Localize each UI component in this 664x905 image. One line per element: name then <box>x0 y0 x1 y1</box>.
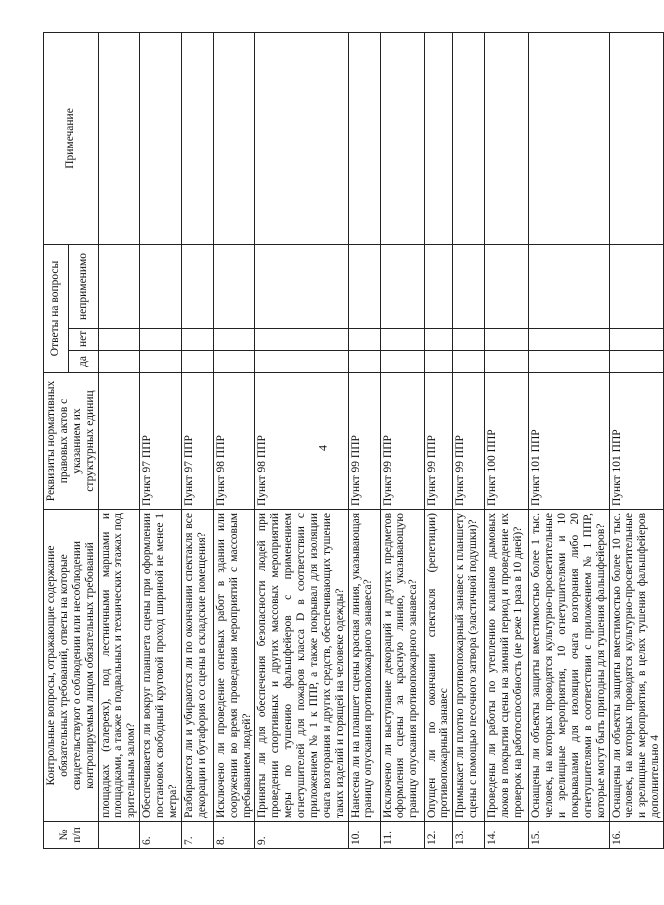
row-na <box>213 244 255 328</box>
row-na <box>98 244 140 328</box>
table-row <box>140 32 182 848</box>
row-ref <box>98 373 140 510</box>
header-yes: да <box>68 351 98 373</box>
table-row <box>424 32 453 848</box>
row-ref: Пункт 99 ППР <box>424 373 453 510</box>
row-num: 8. <box>213 822 255 849</box>
table-row <box>213 32 255 848</box>
row-na <box>255 244 348 328</box>
row-num: 13. <box>453 822 485 849</box>
row-na <box>140 244 182 328</box>
row-no <box>424 329 453 351</box>
row-note <box>453 32 485 244</box>
table-row <box>529 32 609 848</box>
row-yes <box>213 351 255 373</box>
table-header-row <box>44 32 69 848</box>
row-ref: Пункт 99 ППР <box>380 373 424 510</box>
row-note <box>348 32 380 244</box>
page-number: 4 <box>315 445 330 451</box>
row-no <box>348 329 380 351</box>
row-no <box>380 329 424 351</box>
row-note <box>380 32 424 244</box>
row-yes <box>181 351 213 373</box>
checklist-table <box>43 32 664 849</box>
row-ref: Пункт 101 ППР <box>609 373 664 510</box>
row-no <box>98 329 140 351</box>
row-ref: Пункт 98 ППР <box>213 373 255 510</box>
header-num: № п/п <box>44 822 99 849</box>
row-question: Оснащены ли объекты защиты вместимостью более 10 тыс. человек, на которых проводятся культурно-просветительные и зрелищные мероприятия, в целях тушения фальшфейеров дополнительно 4 <box>609 510 664 822</box>
row-note <box>140 32 182 244</box>
table-row <box>485 32 529 848</box>
row-na <box>380 244 424 328</box>
table-row <box>98 32 140 848</box>
header-note: Примечание <box>44 32 99 244</box>
row-num: 9. <box>255 822 348 849</box>
row-num: 6. <box>140 822 182 849</box>
row-note <box>529 32 609 244</box>
row-no <box>140 329 182 351</box>
header-requisites: Реквизиты нормативных правовых актов с указанием их структурных единиц <box>44 373 99 510</box>
row-num: 12. <box>424 822 453 849</box>
table-row <box>348 32 380 848</box>
row-note <box>213 32 255 244</box>
table-row <box>255 32 348 848</box>
row-question: Опущен ли по окончании спектакля (репетиции) противопожарный занавес <box>424 510 453 822</box>
row-no <box>213 329 255 351</box>
row-question: Примыкает ли плотно противопожарный занавес к планшету сцены с помощью песочного затвора (эластичной подушки)? <box>453 510 485 822</box>
row-yes <box>98 351 140 373</box>
row-question: Исключено ли выступание декораций и других предметов оформления сцены за красную линию, указывающую границу опускания противопожарного занавеса? <box>380 510 424 822</box>
table-row <box>609 32 664 848</box>
header-na: неприменимо <box>68 244 98 328</box>
row-no <box>181 329 213 351</box>
row-ref: Пункт 101 ППР <box>529 373 609 510</box>
row-yes <box>255 351 348 373</box>
row-num <box>98 822 140 849</box>
row-question: Обеспечивается ли вокруг планшета сцены при оформлении постановок свободный круговой проход шириной не менее 1 метра? <box>140 510 182 822</box>
row-no <box>485 329 529 351</box>
row-question: Проведены ли работы по утеплению клапанов дымовых люков в покрытии сцены на зимний период и проведение их проверок на работоспособность (не реже 1 раза в 10 дней)? <box>485 510 529 822</box>
row-yes <box>453 351 485 373</box>
row-question: Оснащены ли объекты защиты вместимостью более 1 тыс. человек, на которых проводятся культурно-просветительные и зрелищные мероприятия, 10 огнетушителями и 10 покрывалами для изоляции очага возгорания либо 20 огнетушителями в соответствии с приложением № 1 ППР, которые могут быть пригодны для тушения фальшфейеров? <box>529 510 609 822</box>
row-question: Нанесена ли на планшет сцены красная линия, указывающая границу опускания противопожарного занавеса? <box>348 510 380 822</box>
row-no <box>255 329 348 351</box>
row-no <box>529 329 609 351</box>
row-ref: Пункт 100 ППР <box>485 373 529 510</box>
row-no <box>609 329 664 351</box>
row-yes <box>348 351 380 373</box>
header-no: нет <box>68 329 98 351</box>
row-note <box>255 32 348 244</box>
row-num: 14. <box>485 822 529 849</box>
row-question: Разбираются ли и убираются ли по окончании спектакля все декорации и бутафория со сцены в складские помещения? <box>181 510 213 822</box>
row-yes <box>609 351 664 373</box>
row-question: площадках (галереях), под лестничными маршами и площадками, а также в подвальных и технических этажах под зрительным залом? <box>98 510 140 822</box>
table-row <box>181 32 213 848</box>
row-na <box>609 244 664 328</box>
row-note <box>485 32 529 244</box>
row-question: Приняты ли для обеспечения безопасности людей при проведении спортивных и других массовых мероприятий меры по тушению фальшфейеров с применением огнетушителей для пожаров класса D в соответствии с приложением № 1 к ППР, а также покрывал для изоляции очага возгорания и других средств, обеспечивающих тушение таких изделий и горящей на человеке одежды? <box>255 510 348 822</box>
row-num: 16. <box>609 822 664 849</box>
row-num: 15. <box>529 822 609 849</box>
row-yes <box>380 351 424 373</box>
row-note <box>181 32 213 244</box>
row-yes <box>424 351 453 373</box>
row-num: 10. <box>348 822 380 849</box>
row-num: 7. <box>181 822 213 849</box>
row-ref: Пункт 99 ППР <box>348 373 380 510</box>
row-na <box>181 244 213 328</box>
row-num: 11. <box>380 822 424 849</box>
row-yes <box>529 351 609 373</box>
row-yes <box>140 351 182 373</box>
row-ref: Пункт 99 ППР <box>453 373 485 510</box>
row-note <box>609 32 664 244</box>
row-na <box>424 244 453 328</box>
checklist-table-container <box>43 33 662 849</box>
row-yes <box>485 351 529 373</box>
header-question: Контрольные вопросы, отражающие содержание обязательных требований, ответы на которые свидетельствуют о соблюдении или несоблюдении контролируемым лицом обязательных требований <box>44 510 99 822</box>
row-ref: Пункт 97 ППР <box>140 373 182 510</box>
row-na <box>485 244 529 328</box>
row-na <box>453 244 485 328</box>
row-ref: Пункт 97 ППР <box>181 373 213 510</box>
row-na <box>529 244 609 328</box>
row-na <box>348 244 380 328</box>
table-row <box>380 32 424 848</box>
row-note <box>98 32 140 244</box>
row-note <box>424 32 453 244</box>
table-row <box>453 32 485 848</box>
row-no <box>453 329 485 351</box>
row-question: Исключено ли проведение огневых работ в здании или сооружении во время проведения мероприятий с массовым пребыванием людей? <box>213 510 255 822</box>
header-answers: Ответы на вопросы <box>44 244 69 372</box>
row-ref: Пункт 98 ППР <box>255 373 348 510</box>
